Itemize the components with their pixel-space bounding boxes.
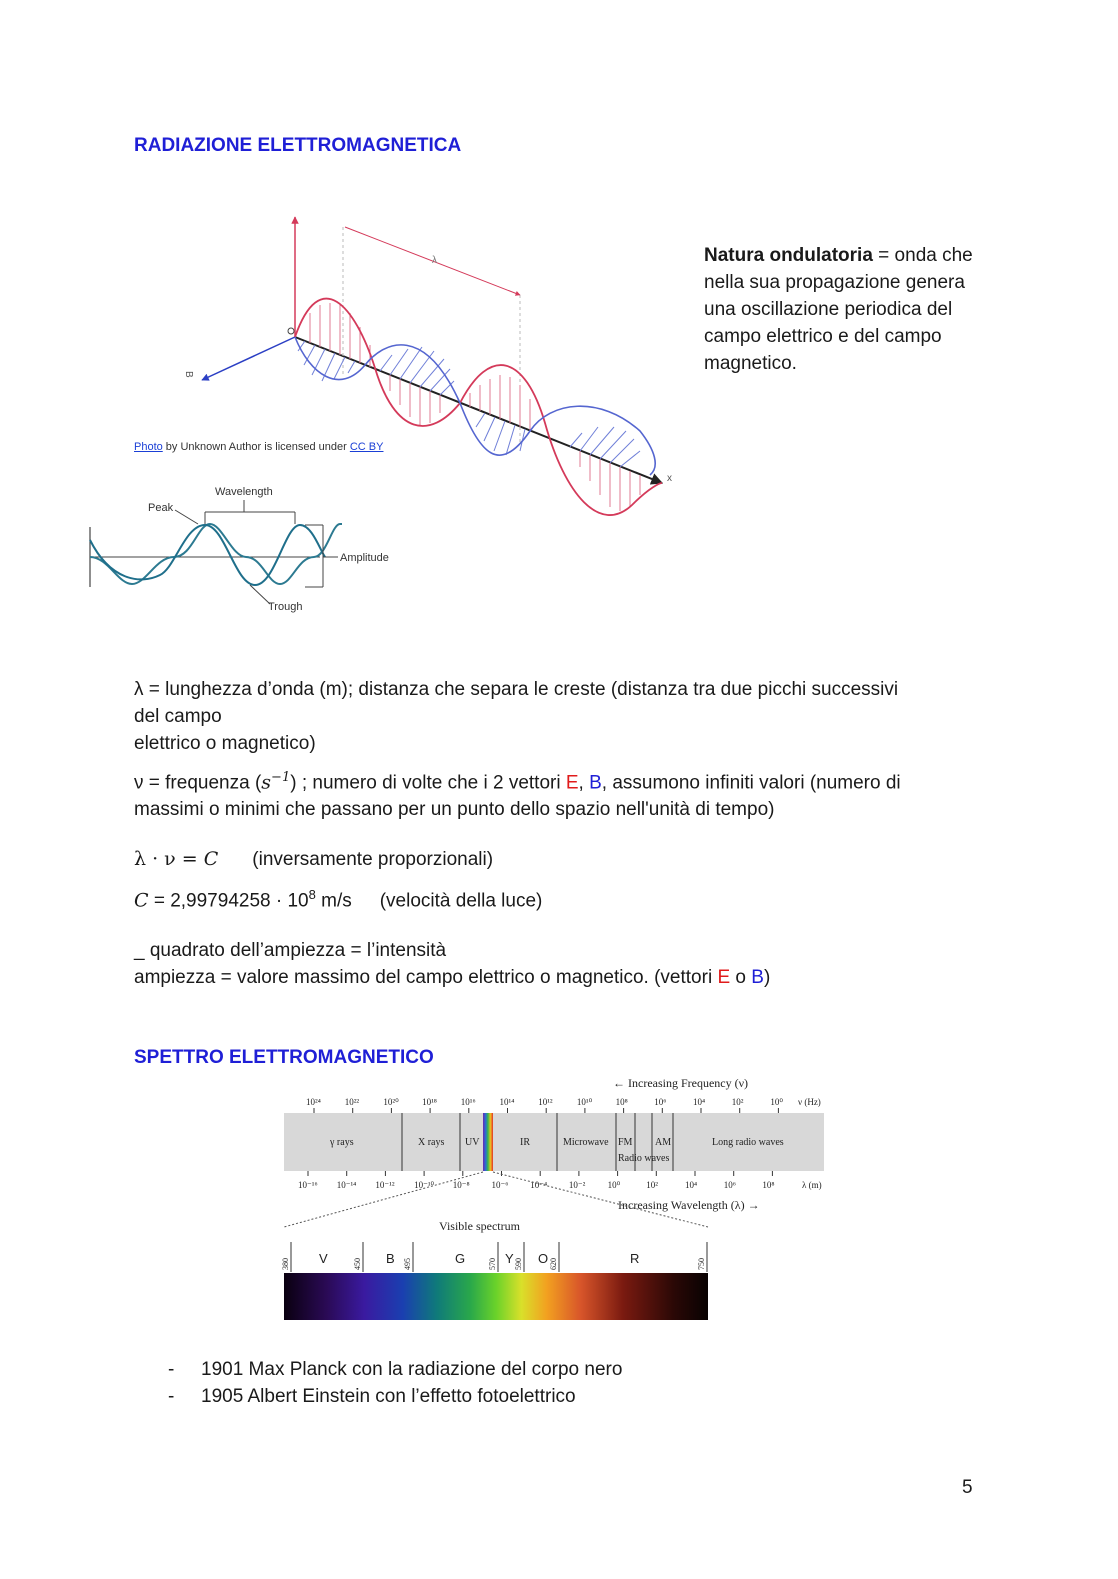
visible-nm-label: 620 [549, 1258, 558, 1270]
trough-label: Trough [268, 601, 303, 613]
frequency-tick-label: 10¹⁶ [460, 1097, 476, 1107]
section-heading-radiazione: RADIAZIONE ELETTROMAGNETICA [134, 135, 462, 156]
band-long-radio: Long radio waves [712, 1137, 784, 1148]
wavelength-tick-label: 10⁶ [723, 1180, 736, 1190]
visible-color-letter: O [538, 1251, 549, 1266]
sine-curve [90, 524, 342, 584]
frequency-title: ← Increasing Frequency (ν) [613, 1076, 749, 1090]
frequency-tick-label: 10¹⁰ [576, 1097, 593, 1107]
list-item: - 1901 Max Planck con la radiazione del corpo nero [168, 1359, 623, 1380]
wavelength-label: Wavelength [215, 486, 273, 498]
history-list [134, 1356, 934, 1410]
photo-caption: Photo by Unknown Author is licensed under CC BY [134, 441, 384, 453]
band-xray: X rays [418, 1137, 445, 1148]
wavelength-tick-label: 10⁸ [762, 1180, 775, 1190]
visible-nm-label: 495 [403, 1258, 412, 1270]
wavelength-tick-label: 10⁻¹⁰ [414, 1180, 435, 1190]
em-wave-diagram [170, 205, 690, 525]
wavelength-tick-label: 10⁻¹⁶ [298, 1180, 318, 1190]
band-microwave: Microwave [563, 1137, 609, 1148]
visible-color-letter: Y [505, 1251, 514, 1266]
frequency-tick-label: 10¹² [538, 1097, 553, 1107]
frequency-ticks [306, 1097, 783, 1113]
band-gamma: γ rays [330, 1137, 354, 1148]
frequency-tick-label: 10² [731, 1097, 744, 1107]
visible-nm-label: 590 [514, 1258, 523, 1270]
visible-nm-label: 380 [281, 1258, 290, 1270]
wavelength-tick-label: 10⁻⁶ [491, 1180, 509, 1190]
visible-title: Visible spectrum [439, 1219, 520, 1233]
frequency-tick-label: 10⁰ [770, 1097, 784, 1107]
section-heading-spettro: SPETTRO ELETTROMAGNETICO [134, 1047, 434, 1068]
band-uv: UV [465, 1137, 480, 1148]
frequency-tick-label: 10²² [344, 1097, 360, 1107]
frequency-tick-label: 10⁴ [693, 1097, 706, 1107]
peak-label: Peak [148, 502, 174, 514]
list-item: - 1905 Albert Einstein con l’effetto fotoelettrico [168, 1386, 576, 1407]
frequency-tick-label: 10¹⁴ [499, 1097, 515, 1107]
frequency-tick-label: 10²⁰ [383, 1097, 399, 1107]
visible-color-letter: G [455, 1251, 466, 1266]
page-number: 5 [962, 1477, 973, 1498]
photo-link[interactable]: Photo [134, 441, 163, 453]
frequency-tick-label: 10²⁴ [306, 1097, 321, 1107]
wavelength-tick-label: 10² [646, 1180, 659, 1190]
wavelength-tick-label: 10⁴ [685, 1180, 698, 1190]
visible-nm-label: 750 [697, 1258, 706, 1270]
band-fm: FM [618, 1137, 633, 1148]
wave-nature-description: Natura ondulatoria = onda che nella sua propagazione genera una oscillazione periodica del campo elettrico e del campo magnetico. [704, 245, 973, 374]
frequency-tick-label: 10⁸ [615, 1097, 628, 1107]
visible-color-letter: R [630, 1251, 640, 1266]
visible-nm-label: 570 [488, 1258, 497, 1270]
wavelength-ticks [298, 1171, 775, 1190]
x-axis-label: x [667, 473, 672, 484]
wavelength-tick-label: 10⁻² [568, 1180, 586, 1190]
sine-wave-diagram [80, 480, 410, 620]
frequency-tick-label: 10⁶ [654, 1097, 667, 1107]
wavelength-tick-label: 10⁰ [607, 1180, 621, 1190]
wavelength-tick-label: 10⁻⁸ [452, 1180, 470, 1190]
amplitude-label: Amplitude [340, 552, 389, 564]
speed-of-light: $C = 2,99794258 \cdot 10^8$ m/s (velocità della luce) [134, 887, 543, 912]
wavelength-tick-label: 10⁻⁴ [530, 1180, 548, 1190]
band-am: AM [655, 1137, 672, 1148]
visible-color-letter: B [386, 1251, 395, 1266]
band-ir: IR [520, 1137, 530, 1148]
lambda-definition: λ = lunghezza d’onda (m); distanza che separa le creste (distanza tra due picchi successivi del campo elettrico o magnetico) [134, 679, 899, 754]
wavelength-symbol: λ [432, 255, 437, 266]
wavelength-unit: λ (m) [802, 1180, 822, 1190]
b-axis-label: B [183, 371, 194, 378]
visible-nm-label: 450 [353, 1258, 362, 1270]
frequency-unit: ν (Hz) [798, 1097, 821, 1107]
origin-marker [288, 328, 294, 334]
visible-band [483, 1113, 493, 1171]
wavelength-title: Increasing Wavelength (λ) → [618, 1198, 760, 1212]
visible-labels [281, 1242, 707, 1272]
license-link[interactable]: CC BY [349, 441, 384, 453]
frequency-tick-label: 10¹⁸ [422, 1097, 437, 1107]
b-axis [202, 337, 295, 380]
wavelength-tick-label: 10⁻¹² [375, 1180, 395, 1190]
nu-definition: ν = frequenza $(s^{-1})$ ; numero di volte che i 2 vettori E, B, assumono infiniti valori (numero di massimi o minimi che passano per un punto dello spazio nell'unità di tempo) [134, 770, 901, 821]
amplitude-definition: _ quadrato dell’ampiezza = l’intensità ampiezza = valore massimo del campo elettrico o magnetico. (vettori E o B) [134, 940, 771, 988]
band-radio: Radio waves [618, 1153, 670, 1164]
em-spectrum-diagram [280, 1070, 840, 1330]
visible-gradient [284, 1273, 708, 1320]
visible-color-letter: V [319, 1251, 328, 1266]
wavelength-tick-label: 10⁻¹⁴ [336, 1180, 357, 1190]
wave-equation: λ · ν = C (inversamente proporzionali) [134, 848, 494, 870]
